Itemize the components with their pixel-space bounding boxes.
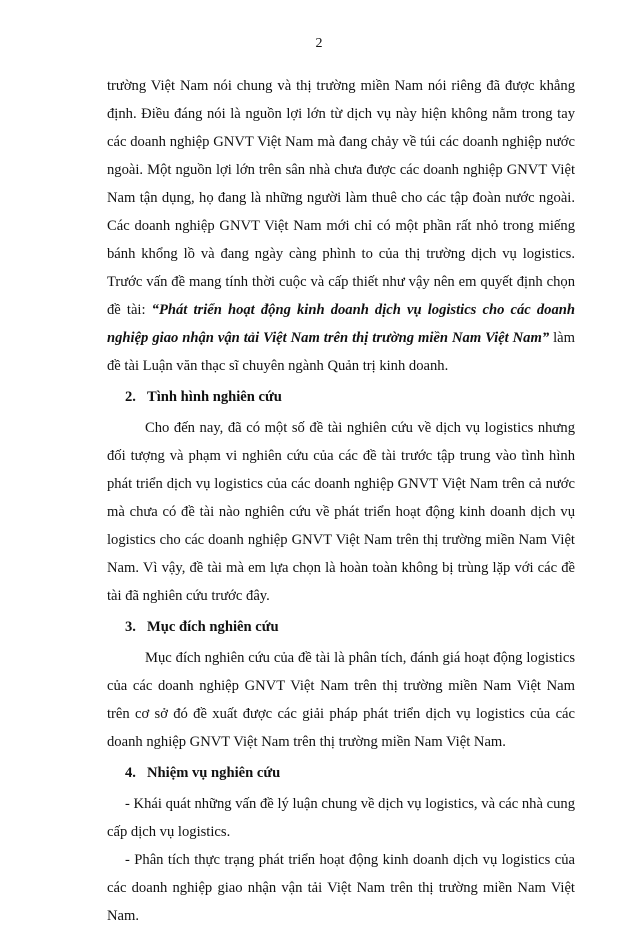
page-content bbox=[107, 72, 575, 930]
intro-paragraph bbox=[107, 72, 575, 380]
section-number: 3. bbox=[125, 619, 136, 635]
section-title: Tình hình nghiên cứu bbox=[147, 389, 282, 405]
intro-text-a: trường Việt Nam nói chung và thị trường miền Nam nói riêng đã được khẳng định. Điều đáng nói là nguồn lợi lớn từ dịch vụ này hiện không nằm trong tay các doanh nghiệp GNVT Việt Nam mà đang chảy về túi các doanh nghiệp nước ngoài. Một nguồn lợi lớn trên sân nhà chưa được các doanh nghiệp GNVT Việt Nam tận dụng, họ đang là những người làm thuê cho các tập đoàn nước ngoài. Các doanh nghiệp GNVT Việt Nam mới chỉ có một phần rất nhỏ trong miếng bánh khổng lồ và đang ngày càng phình to của thị trường dịch vụ logistics. Trước vấn đề mang tính thời cuộc và cấp thiết như vậy nên em quyết định chọn đề tài: bbox=[107, 78, 575, 318]
intro-text-b: làm đề tài Luận văn thạc sĩ chuyên ngành Quản trị kinh doanh. bbox=[107, 330, 575, 374]
section-title: Nhiệm vụ nghiên cứu bbox=[147, 765, 281, 781]
section-heading-research-tasks bbox=[107, 759, 575, 787]
body-paragraph: Mục đích nghiên cứu của đề tài là phân tích, đánh giá hoạt động logistics của các doanh nghiệp GNVT Việt Nam trên thị trường miền Nam Việt Nam trên cơ sở đó đề xuất được các giải pháp phát triển dịch vụ logistics của các doanh nghiệp GNVT Việt Nam trên thị trường miền Nam Việt Nam. bbox=[107, 650, 575, 750]
thesis-title-quote: “Phát triển hoạt động kinh doanh dịch vụ logistics cho các doanh nghiệp giao nhận vận tải Việt Nam trên thị trường miền Nam Việt Nam” bbox=[107, 302, 575, 346]
body-paragraph: Cho đến nay, đã có một số đề tài nghiên cứu về dịch vụ logistics nhưng đối tượng và phạm vi nghiên cứu của các đề tài trước tập trung vào tình hình phát triển dịch vụ logistics của các doanh nghiệp GNVT Việt Nam trên cả nước mà chưa có đề tài nào nghiên cứu về phát triển hoạt động kinh doanh dịch vụ logistics cho các doanh nghiệp GNVT Việt Nam trên thị trường miền Nam Việt Nam. Vì vậy, đề tài mà em lựa chọn là hoàn toàn không bị trùng lặp với các đề tài đã nghiên cứu trước đây. bbox=[107, 420, 575, 604]
section-heading-research-purpose bbox=[107, 613, 575, 641]
bullet-paragraph: - Khái quát những vấn đề lý luận chung về dịch vụ logistics, và các nhà cung cấp dịch vụ logistics. bbox=[107, 796, 575, 840]
page-number: 2 bbox=[315, 36, 323, 51]
section-number: 4. bbox=[125, 765, 136, 781]
section-title: Mục đích nghiên cứu bbox=[147, 619, 279, 635]
section-number: 2. bbox=[125, 389, 136, 405]
bullet-paragraph: - Phân tích thực trạng phát triển hoạt động kinh doanh dịch vụ logistics của các doanh nghiệp giao nhận vận tải Việt Nam trên thị trường miền Nam Việt Nam. bbox=[107, 852, 575, 924]
section-heading-research-status bbox=[107, 383, 575, 411]
